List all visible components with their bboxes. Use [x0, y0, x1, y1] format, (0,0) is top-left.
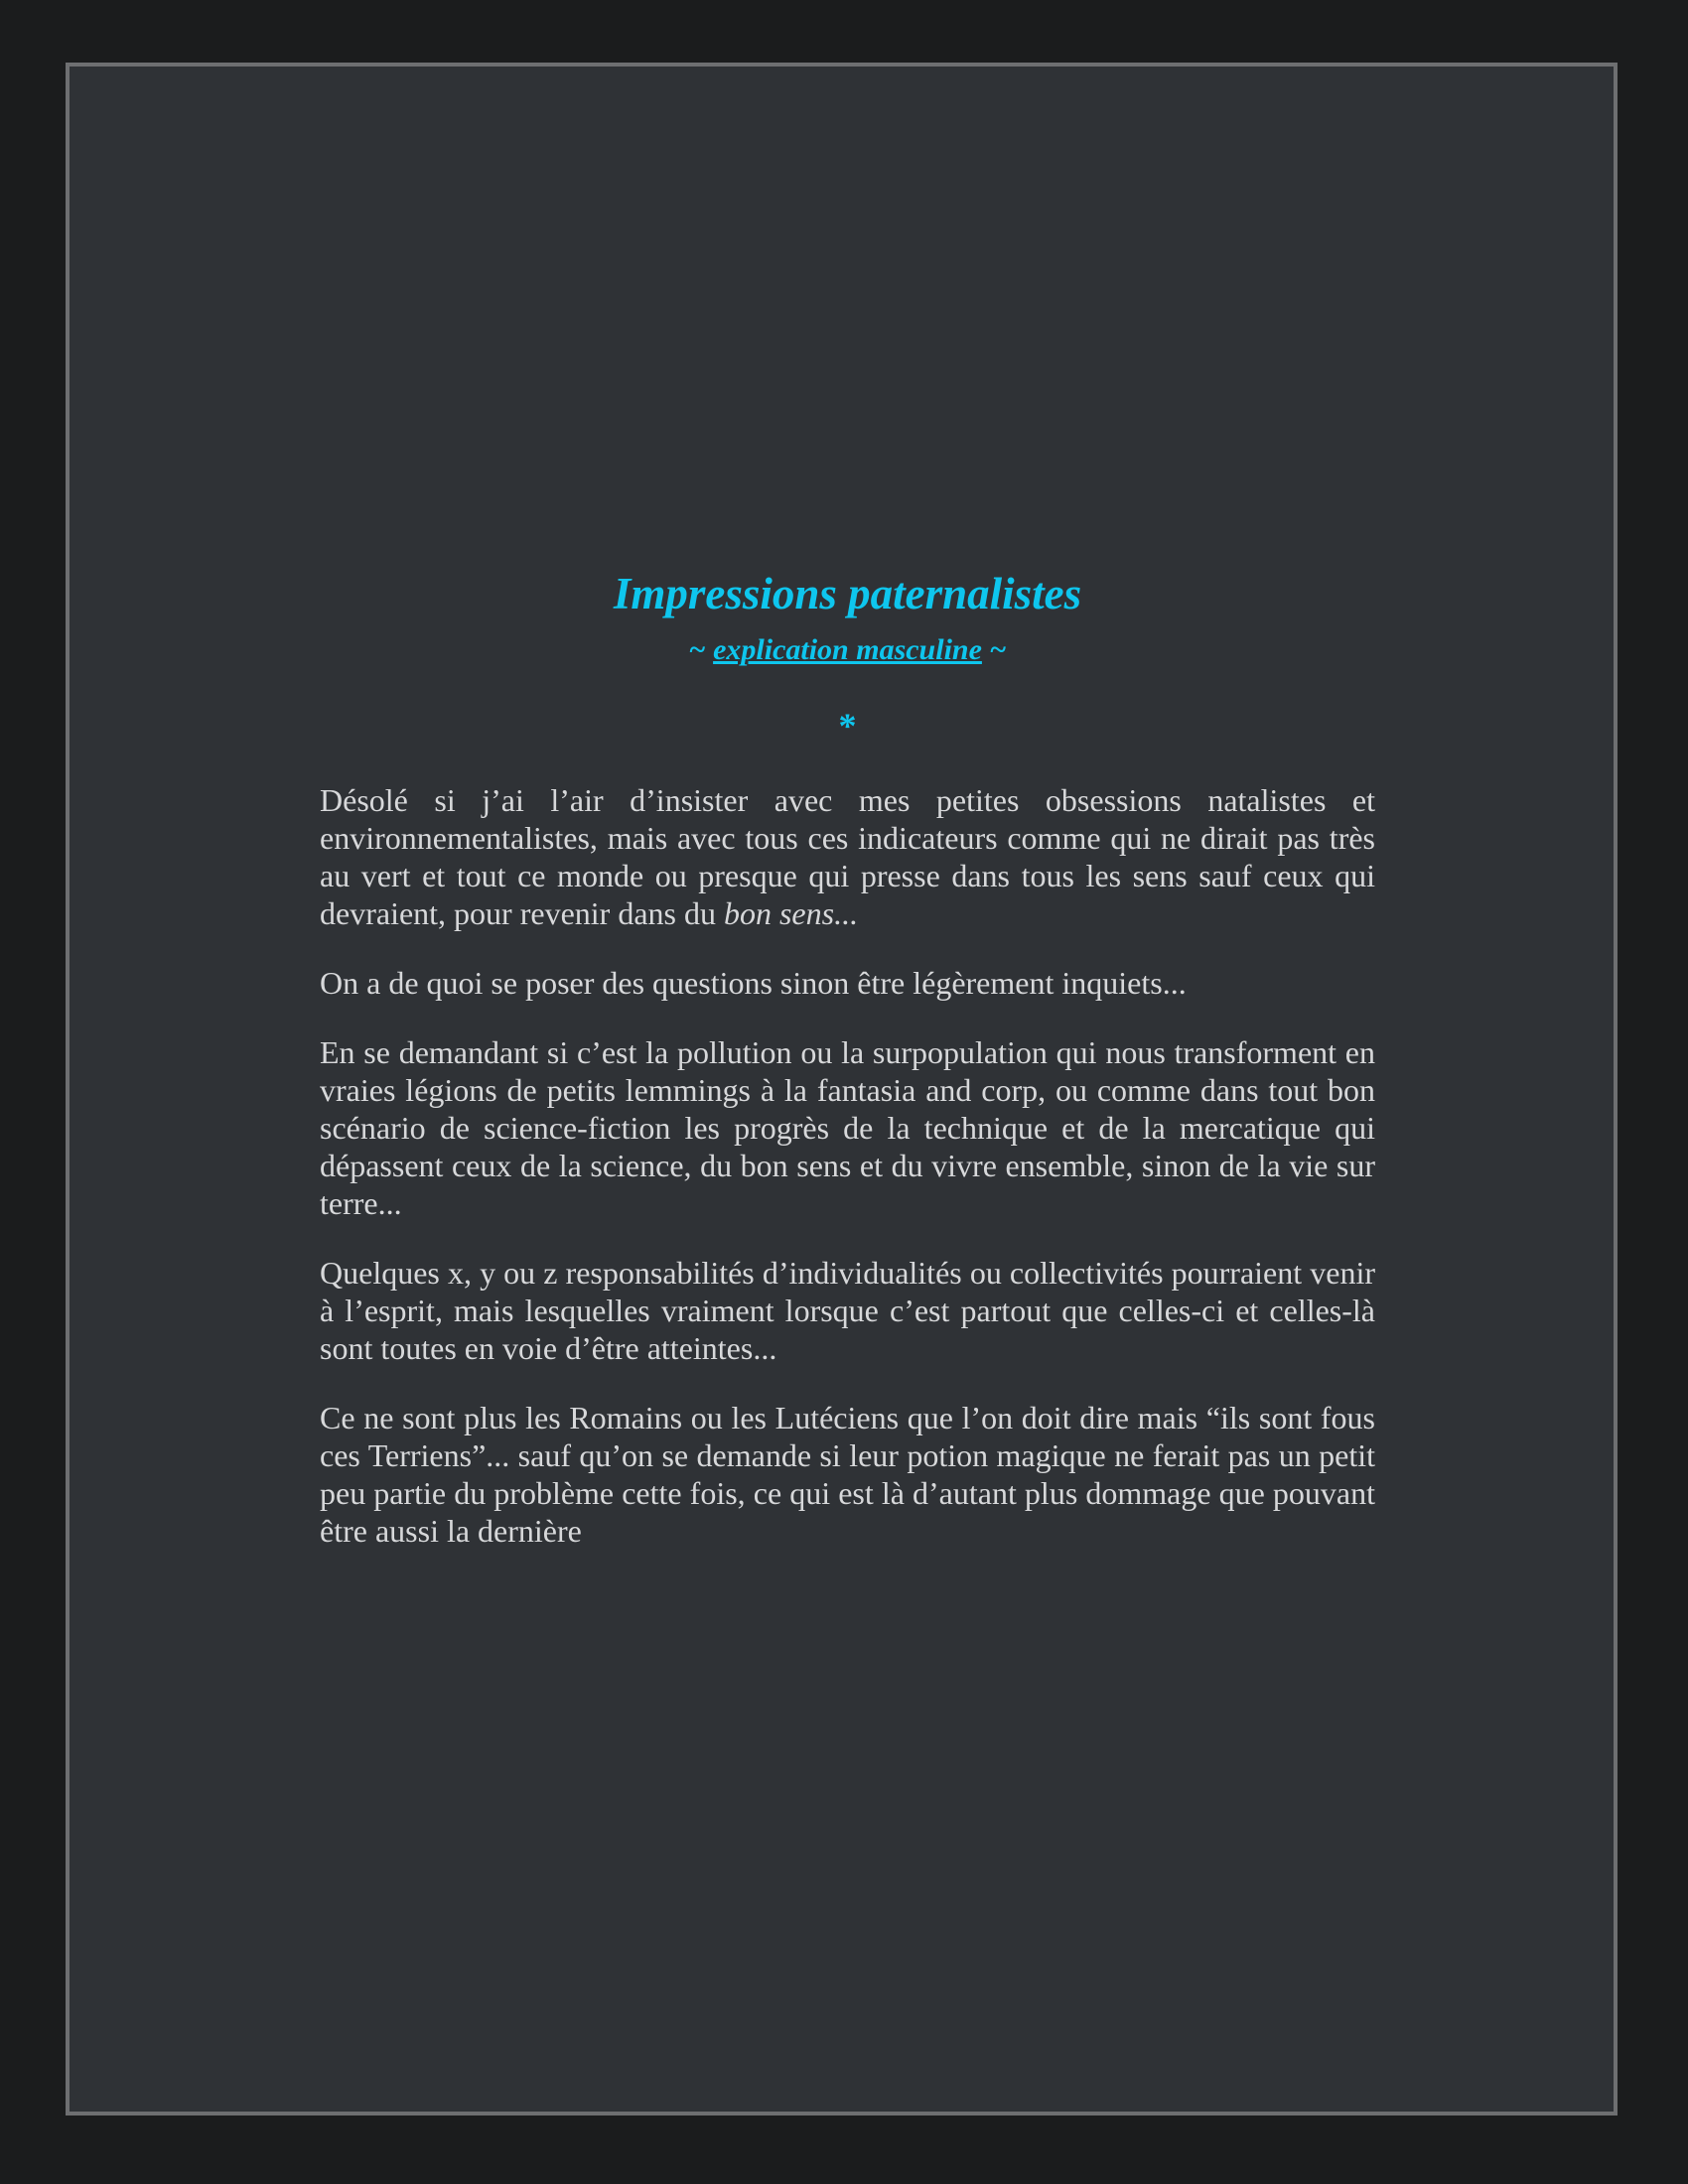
page-title: Impressions paternalistes — [613, 569, 1082, 618]
subtitle-suffix: ~ — [981, 633, 1007, 666]
paragraph-2: On a de quoi se poser des questions sinon être légèrement inquiets... — [320, 965, 1187, 1001]
subtitle-link[interactable]: explication masculine — [713, 633, 982, 666]
page-frame — [66, 63, 1618, 2116]
section-separator: * — [838, 706, 857, 746]
paragraph-3: En se demandant si c’est la pollution ou la surpopulation qui nous transforment en vraies légions de petits lemmings à la fantasia and corp, ou comme dans tout bon scénario de science-fiction les progrès de la technique et de la mercatique qui dépassent ceux de la science, du bon sens et du vivre ensemble, sinon de la vie sur terre... — [320, 1034, 1375, 1221]
document-content — [320, 567, 1375, 1550]
subtitle-prefix: ~ — [688, 633, 714, 666]
paragraph-4: Quelques x, y ou z responsabilités d’individualités ou collectivités pourraient venir à l’esprit, mais lesquelles vraiment lorsque c’est partout que celles-ci et celles-là sont toutes en voie d’être atteintes... — [320, 1255, 1375, 1366]
subtitle — [320, 632, 1375, 668]
paragraph-1-emphasis: bon sens... — [723, 895, 859, 931]
paragraph-5: Ce ne sont plus les Romains ou les Lutéciens que l’on doit dire mais “ils sont fous ces Terriens”... sauf qu’on se demande si leur potion magique ne ferait pas un petit peu partie du problème cette fois, ce qui est là d’autant plus dommage que pouvant être aussi la dernière — [320, 1400, 1375, 1549]
paragraph-1-text: Désolé si j’ai l’air d’insister avec mes petites obsessions natalistes et environnementalistes, mais avec tous ces indicateurs comme qui ne dirait pas très au vert et tout ce monde ou presque qui presse dans tous les sens sauf ceux qui devraient, pour revenir dans du — [320, 782, 1375, 931]
paragraph-1 — [320, 781, 1375, 932]
